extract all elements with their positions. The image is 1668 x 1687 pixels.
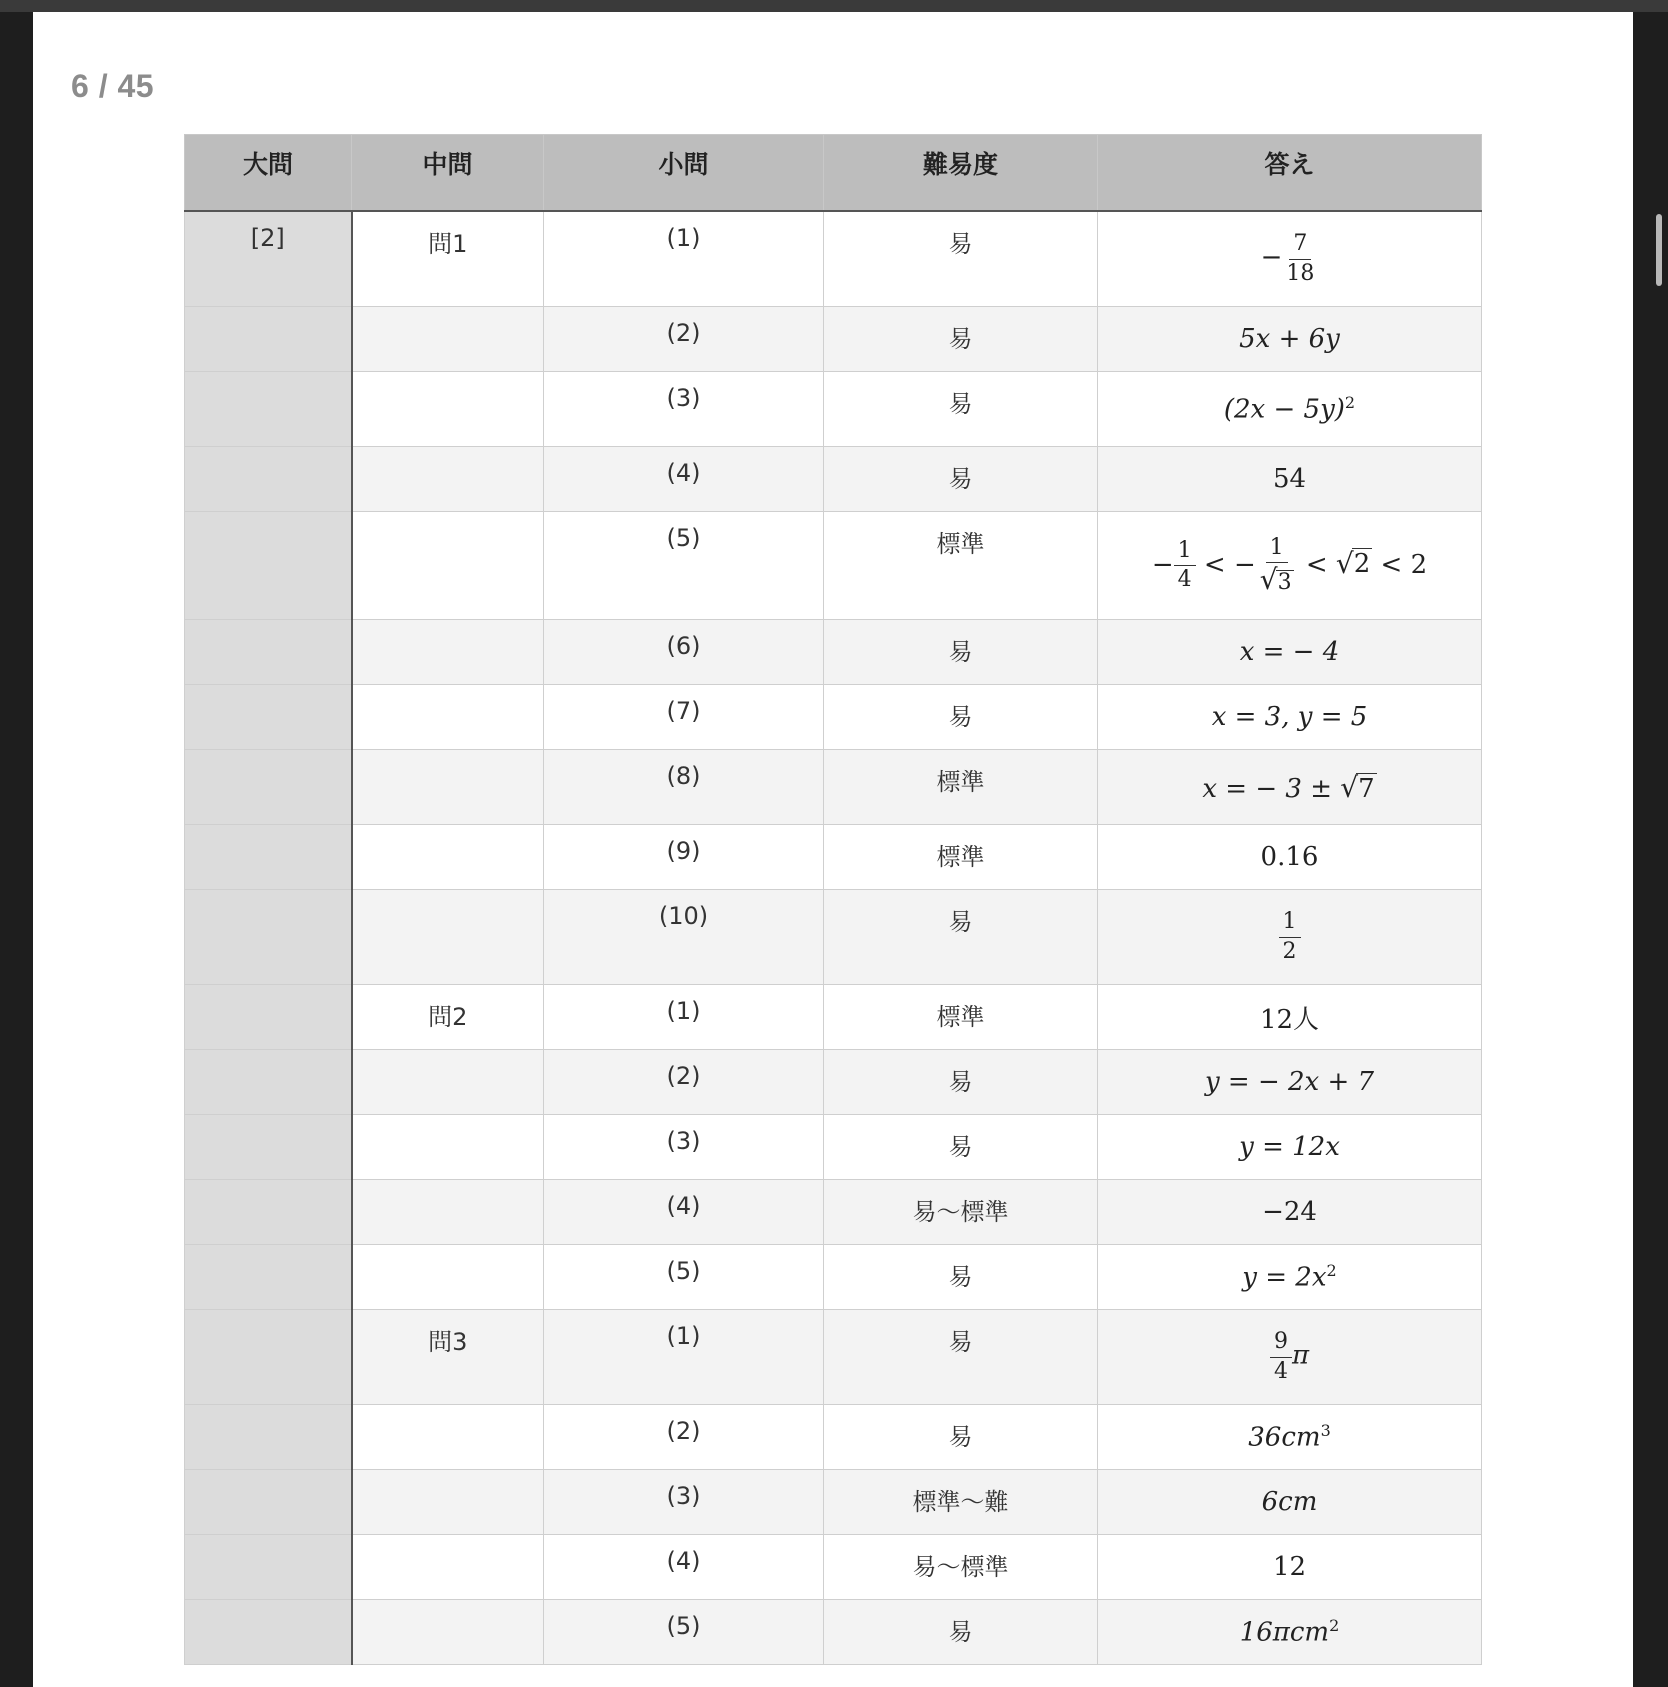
document-page	[33, 12, 1633, 1687]
table-row	[185, 1310, 1482, 1405]
table-row	[185, 750, 1482, 825]
shomon-cell: (3)	[544, 1470, 824, 1535]
difficulty-cell: 標準	[824, 750, 1098, 825]
difficulty-cell: 易	[824, 620, 1098, 685]
daimon-cell	[185, 1535, 352, 1600]
shomon-cell: (1)	[544, 211, 824, 307]
daimon-cell	[185, 1245, 352, 1310]
answer-cell: $\frac{9}{4}$ π	[1098, 1310, 1482, 1405]
difficulty-cell: 易	[824, 1245, 1098, 1310]
answer-cell: 16πcm$^2$	[1098, 1600, 1482, 1665]
difficulty-cell: 易	[824, 890, 1098, 985]
answer-cell: $(2x - 5y)^2$	[1098, 372, 1482, 447]
table-row	[185, 372, 1482, 447]
daimon-cell	[185, 1470, 352, 1535]
shomon-cell: (9)	[544, 825, 824, 890]
table-row	[185, 685, 1482, 750]
daimon-cell	[185, 1600, 352, 1665]
daimon-cell	[185, 985, 352, 1050]
table-row	[185, 825, 1482, 890]
shomon-cell: (1)	[544, 1310, 824, 1405]
daimon-cell: [2]	[185, 211, 352, 307]
chumon-cell	[352, 685, 544, 750]
daimon-cell	[185, 372, 352, 447]
shomon-cell: (10)	[544, 890, 824, 985]
chumon-cell	[352, 750, 544, 825]
daimon-cell	[185, 307, 352, 372]
difficulty-cell: 易	[824, 447, 1098, 512]
daimon-cell	[185, 1310, 352, 1405]
answer-cell: 5x + 6y	[1098, 307, 1482, 372]
answer-cell: $36cm^3$	[1098, 1405, 1482, 1470]
chumon-cell	[352, 1535, 544, 1600]
table-row	[185, 1470, 1482, 1535]
answer-cell: y = 12x	[1098, 1115, 1482, 1180]
daimon-cell	[185, 512, 352, 620]
chumon-cell	[352, 890, 544, 985]
answer-cell: 0.16	[1098, 825, 1482, 890]
shomon-cell: (2)	[544, 307, 824, 372]
shomon-cell: (7)	[544, 685, 824, 750]
answer-cell: 54	[1098, 447, 1482, 512]
table-row	[185, 890, 1482, 985]
page-counter: 6 / 45	[71, 68, 155, 104]
shomon-cell: (3)	[544, 1115, 824, 1180]
table-row	[185, 447, 1482, 512]
shomon-cell: (5)	[544, 512, 824, 620]
chumon-cell: 問1	[352, 211, 544, 307]
answer-cell: x = − 3 ± √7	[1098, 750, 1482, 825]
difficulty-cell: 標準	[824, 512, 1098, 620]
chumon-cell	[352, 1245, 544, 1310]
chumon-cell	[352, 372, 544, 447]
difficulty-cell: 易	[824, 685, 1098, 750]
table-row	[185, 1535, 1482, 1600]
daimon-cell	[185, 750, 352, 825]
daimon-cell	[185, 1180, 352, 1245]
difficulty-cell: 標準	[824, 985, 1098, 1050]
daimon-cell	[185, 1405, 352, 1470]
chumon-cell	[352, 825, 544, 890]
shomon-cell: (3)	[544, 372, 824, 447]
scrollbar-thumb[interactable]	[1656, 214, 1662, 286]
shomon-cell: (1)	[544, 985, 824, 1050]
daimon-cell	[185, 890, 352, 985]
shomon-cell: (4)	[544, 1535, 824, 1600]
scrollbar-track[interactable]	[1633, 12, 1668, 1687]
header-answer: 答え	[1098, 135, 1482, 212]
difficulty-cell: 易	[824, 307, 1098, 372]
shomon-cell: (6)	[544, 620, 824, 685]
difficulty-cell: 易	[824, 1600, 1098, 1665]
shomon-cell: (5)	[544, 1600, 824, 1665]
shomon-cell: (2)	[544, 1405, 824, 1470]
daimon-cell	[185, 685, 352, 750]
table-row	[185, 985, 1482, 1050]
answer-cell: x = − 4	[1098, 620, 1482, 685]
daimon-cell	[185, 1115, 352, 1180]
table-header-row	[185, 135, 1482, 212]
shomon-cell: (5)	[544, 1245, 824, 1310]
chumon-cell	[352, 620, 544, 685]
shomon-cell: (8)	[544, 750, 824, 825]
answer-cell: 12	[1098, 1535, 1482, 1600]
header-shomon: 小問	[544, 135, 824, 212]
table-row	[185, 211, 1482, 307]
answer-cell: − $\frac{7}{18}$	[1098, 211, 1482, 307]
table-row	[185, 307, 1482, 372]
daimon-cell	[185, 620, 352, 685]
chumon-cell	[352, 1180, 544, 1245]
table-row	[185, 1405, 1482, 1470]
answer-cell: $y = 2x^2$	[1098, 1245, 1482, 1310]
answer-cell: $\frac{1}{2}$	[1098, 890, 1482, 985]
table-row	[185, 1180, 1482, 1245]
answer-cell: 6cm	[1098, 1470, 1482, 1535]
chumon-cell	[352, 512, 544, 620]
answer-cell: −24	[1098, 1180, 1482, 1245]
chumon-cell: 問3	[352, 1310, 544, 1405]
difficulty-cell: 易	[824, 1405, 1098, 1470]
shomon-cell: (4)	[544, 1180, 824, 1245]
difficulty-cell: 易〜標準	[824, 1180, 1098, 1245]
chumon-cell	[352, 1405, 544, 1470]
chumon-cell	[352, 1115, 544, 1180]
header-chumon: 中問	[352, 135, 544, 212]
header-difficulty: 難易度	[824, 135, 1098, 212]
answer-cell: x = 3, y = 5	[1098, 685, 1482, 750]
chumon-cell: 問2	[352, 985, 544, 1050]
answer-table	[184, 134, 1482, 1665]
difficulty-cell: 標準	[824, 825, 1098, 890]
daimon-cell	[185, 825, 352, 890]
table-row	[185, 512, 1482, 620]
shomon-cell: (4)	[544, 447, 824, 512]
chumon-cell	[352, 1600, 544, 1665]
daimon-cell	[185, 1050, 352, 1115]
table-row	[185, 1115, 1482, 1180]
difficulty-cell: 易	[824, 1310, 1098, 1405]
daimon-cell	[185, 447, 352, 512]
shomon-cell: (2)	[544, 1050, 824, 1115]
difficulty-cell: 易	[824, 211, 1098, 307]
difficulty-cell: 易	[824, 1050, 1098, 1115]
table-row	[185, 1245, 1482, 1310]
difficulty-cell: 易〜標準	[824, 1535, 1098, 1600]
difficulty-cell: 易	[824, 1115, 1098, 1180]
chumon-cell	[352, 1050, 544, 1115]
answer-cell: y = − 2x + 7	[1098, 1050, 1482, 1115]
answer-cell: 12人	[1098, 985, 1482, 1050]
chumon-cell	[352, 1470, 544, 1535]
table-row	[185, 620, 1482, 685]
window-top-bar	[0, 0, 1668, 12]
chumon-cell	[352, 447, 544, 512]
difficulty-cell: 易	[824, 372, 1098, 447]
table-row	[185, 1050, 1482, 1115]
chumon-cell	[352, 307, 544, 372]
difficulty-cell: 標準〜難	[824, 1470, 1098, 1535]
answer-cell: − $\frac{1}{4}$ < − $\frac{1}{√3}$ < √2 < 2	[1098, 512, 1482, 620]
header-daimon: 大問	[185, 135, 352, 212]
table-row	[185, 1600, 1482, 1665]
